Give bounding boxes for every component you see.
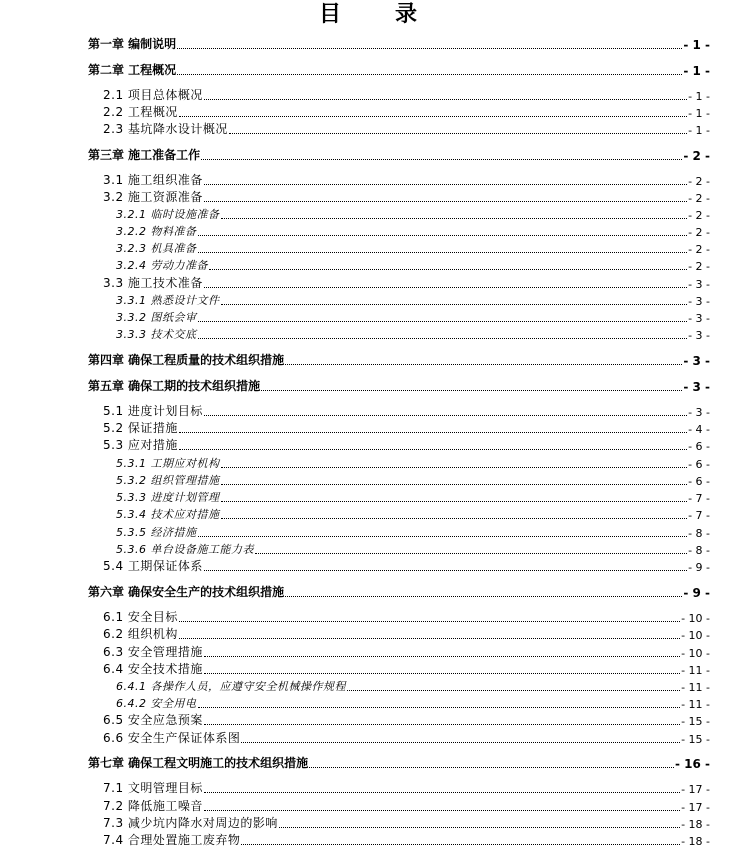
toc-entry-label: 第三章 施工准备工作 bbox=[88, 148, 201, 162]
dot-leader bbox=[177, 74, 682, 75]
toc-entry-page: - 3 - bbox=[683, 354, 710, 368]
dot-leader bbox=[204, 287, 687, 288]
toc-entry-page: - 11 - bbox=[681, 698, 710, 711]
toc-entry-page: - 2 - bbox=[688, 192, 710, 205]
dot-leader bbox=[179, 432, 687, 433]
dot-leader bbox=[209, 269, 687, 270]
toc-entry-page: - 2 - bbox=[683, 149, 710, 163]
toc-entry-label: 6.4.2 安全用电 bbox=[116, 697, 197, 710]
toc-entry-level-3[interactable] bbox=[116, 223, 710, 239]
toc-entry-level-1[interactable] bbox=[88, 584, 710, 600]
toc-entry-level-2[interactable] bbox=[103, 420, 710, 436]
toc-entry-page: - 2 - bbox=[688, 226, 710, 239]
dot-leader bbox=[204, 570, 687, 571]
dot-leader bbox=[198, 252, 688, 253]
toc-entry-level-2[interactable] bbox=[103, 558, 710, 574]
toc-entry-label: 3.1 施工组织准备 bbox=[103, 173, 203, 187]
toc-entry-level-2[interactable] bbox=[103, 104, 710, 120]
dot-leader bbox=[179, 621, 680, 622]
toc-entry-level-3[interactable] bbox=[116, 257, 710, 273]
toc-entry-page: - 1 - bbox=[688, 107, 710, 120]
toc-entry-label: 5.3.4 技术应对措施 bbox=[116, 508, 220, 521]
dot-leader bbox=[241, 742, 680, 743]
toc-entry-label: 2.2 工程概况 bbox=[103, 105, 178, 119]
toc-entry-page: - 3 - bbox=[688, 329, 710, 342]
toc-entry-level-2[interactable] bbox=[103, 626, 710, 642]
dot-leader bbox=[198, 235, 688, 236]
toc-entry-label: 7.2 降低施工噪音 bbox=[103, 799, 203, 813]
toc-entry-level-2[interactable] bbox=[103, 609, 710, 625]
toc-entry-page: - 1 - bbox=[683, 64, 710, 78]
toc-entry-level-3[interactable] bbox=[116, 524, 710, 540]
toc-entry-page: - 11 - bbox=[681, 681, 710, 694]
toc-entry-level-3[interactable] bbox=[116, 489, 710, 505]
toc-entry-level-1[interactable] bbox=[88, 62, 710, 78]
toc-entry-level-2[interactable] bbox=[103, 275, 710, 291]
toc-entry-level-1[interactable] bbox=[88, 755, 710, 771]
toc-entry-level-3[interactable] bbox=[116, 455, 710, 471]
dot-leader bbox=[221, 518, 688, 519]
toc-entry-level-2[interactable] bbox=[103, 832, 710, 848]
toc-entry-label: 3.3.1 熟悉设计文件 bbox=[116, 294, 220, 307]
toc-entry-level-1[interactable] bbox=[88, 352, 710, 368]
toc-entry-level-2[interactable] bbox=[103, 798, 710, 814]
dot-leader bbox=[204, 792, 680, 793]
dot-leader bbox=[204, 184, 687, 185]
toc-entry-level-2[interactable] bbox=[103, 403, 710, 419]
toc-entry-label: 5.3.6 单台设备施工能力表 bbox=[116, 543, 254, 556]
toc-entry-level-1[interactable] bbox=[88, 36, 710, 52]
toc-title: 目 录 bbox=[318, 1, 433, 27]
toc-entry-label: 3.2.1 临时设施准备 bbox=[116, 208, 220, 221]
toc-entry-page: - 9 - bbox=[683, 586, 710, 600]
toc-entry-level-3[interactable] bbox=[116, 472, 710, 488]
toc-entry-label: 3.2.3 机具准备 bbox=[116, 242, 197, 255]
toc-entry-label: 7.3 减少坑内降水对周边的影响 bbox=[103, 816, 278, 830]
toc-entry-page: - 10 - bbox=[681, 647, 710, 660]
toc-entry-page: - 6 - bbox=[688, 458, 710, 471]
toc-entry-label: 第一章 编制说明 bbox=[88, 37, 177, 51]
toc-entry-page: - 15 - bbox=[681, 715, 710, 728]
toc-entry-page: - 17 - bbox=[681, 801, 710, 814]
toc-entry-level-2[interactable] bbox=[103, 437, 710, 453]
toc-entry-label: 6.4.1 各操作人员，应遵守安全机械操作规程 bbox=[116, 680, 346, 693]
dot-leader bbox=[204, 656, 680, 657]
toc-entry-label: 5.3.3 进度计划管理 bbox=[116, 491, 220, 504]
toc-entry-level-3[interactable] bbox=[116, 240, 710, 256]
dot-leader bbox=[179, 638, 680, 639]
toc-entry-page: - 2 - bbox=[688, 175, 710, 188]
toc-entry-level-3[interactable] bbox=[116, 206, 710, 222]
dot-leader bbox=[261, 390, 682, 391]
toc-entry-page: - 18 - bbox=[681, 835, 710, 848]
toc-entry-label: 第二章 工程概况 bbox=[88, 63, 177, 77]
toc-entry-page: - 6 - bbox=[688, 475, 710, 488]
toc-entry-page: - 16 - bbox=[674, 757, 710, 771]
dot-leader bbox=[255, 553, 687, 554]
toc-entry-page: - 10 - bbox=[681, 629, 710, 642]
toc-entry-page: - 2 - bbox=[688, 260, 710, 273]
toc-entry-label: 3.2 施工资源准备 bbox=[103, 190, 203, 204]
toc-entry-page: - 3 - bbox=[688, 406, 710, 419]
dot-leader bbox=[285, 364, 682, 365]
toc-entry-label: 7.4 合理处置施工废弃物 bbox=[103, 833, 241, 847]
toc-entry-level-1[interactable] bbox=[88, 147, 710, 163]
toc-entry-level-2[interactable] bbox=[103, 730, 710, 746]
dot-leader bbox=[204, 724, 680, 725]
dot-leader bbox=[201, 159, 682, 160]
toc-entry-page: - 7 - bbox=[688, 509, 710, 522]
dot-leader bbox=[198, 338, 688, 339]
toc-entry-page: - 15 - bbox=[681, 733, 710, 746]
dot-leader bbox=[285, 596, 682, 597]
toc-entry-page: - 18 - bbox=[681, 818, 710, 831]
toc-entry-page: - 8 - bbox=[688, 544, 710, 557]
toc-entry-label: 5.3.5 经济措施 bbox=[116, 526, 197, 539]
toc-entry-label: 6.2 组织机构 bbox=[103, 627, 178, 641]
toc-entry-label: 5.3.2 组织管理措施 bbox=[116, 474, 220, 487]
dot-leader bbox=[229, 133, 687, 134]
toc-entry-label: 2.3 基坑降水设计概况 bbox=[103, 122, 228, 136]
toc-entry-label: 5.3 应对措施 bbox=[103, 438, 178, 452]
dot-leader bbox=[198, 536, 688, 537]
dot-leader bbox=[347, 690, 680, 691]
toc-entry-level-1[interactable] bbox=[88, 378, 710, 394]
toc-entry-label: 3.3.2 图纸会审 bbox=[116, 311, 197, 324]
toc-entry-page: - 2 - bbox=[688, 209, 710, 222]
toc-entry-level-2[interactable] bbox=[103, 87, 710, 103]
toc-entry-label: 3.3.3 技术交底 bbox=[116, 328, 197, 341]
toc-entry-label: 5.2 保证措施 bbox=[103, 421, 178, 435]
toc-entry-page: - 10 - bbox=[681, 612, 710, 625]
toc-entry-level-3[interactable] bbox=[116, 326, 710, 342]
toc-entry-page: - 1 - bbox=[688, 124, 710, 137]
toc-entry-level-2[interactable] bbox=[103, 189, 710, 205]
toc-entry-level-2[interactable] bbox=[103, 172, 710, 188]
toc-entry-label: 第四章 确保工程质量的技术组织措施 bbox=[88, 353, 285, 367]
toc-entry-label: 第七章 确保工程文明施工的技术组织措施 bbox=[88, 756, 309, 770]
toc-entry-label: 5.1 进度计划目标 bbox=[103, 404, 203, 418]
toc-entry-level-2[interactable] bbox=[103, 815, 710, 831]
toc-entry-page: - 3 - bbox=[683, 380, 710, 394]
dot-leader bbox=[179, 449, 687, 450]
toc-entry-page: - 11 - bbox=[681, 664, 710, 677]
dot-leader bbox=[177, 48, 682, 49]
toc-entry-label: 5.3.1 工期应对机构 bbox=[116, 457, 220, 470]
toc-entry-page: - 1 - bbox=[688, 90, 710, 103]
toc-entry-label: 2.1 项目总体概况 bbox=[103, 88, 203, 102]
toc-entry-level-2[interactable] bbox=[103, 121, 710, 137]
toc-entry-page: - 3 - bbox=[688, 312, 710, 325]
toc-entry-label: 5.4 工期保证体系 bbox=[103, 559, 203, 573]
toc-entry-page: - 8 - bbox=[688, 527, 710, 540]
toc-entry-page: - 3 - bbox=[688, 278, 710, 291]
toc-entry-label: 7.1 文明管理目标 bbox=[103, 781, 203, 795]
dot-leader bbox=[221, 484, 688, 485]
toc-entry-label: 第五章 确保工期的技术组织措施 bbox=[88, 379, 261, 393]
toc-entry-label: 6.6 安全生产保证体系图 bbox=[103, 731, 241, 745]
dot-leader bbox=[204, 673, 680, 674]
dot-leader bbox=[221, 304, 688, 305]
toc-entry-page: - 2 - bbox=[688, 243, 710, 256]
toc-entry-page: - 1 - bbox=[683, 38, 710, 52]
dot-leader bbox=[204, 415, 687, 416]
toc-entry-page: - 17 - bbox=[681, 783, 710, 796]
dot-leader bbox=[204, 810, 680, 811]
toc-entry-level-2[interactable] bbox=[103, 661, 710, 677]
toc-entry-level-3[interactable] bbox=[116, 506, 710, 522]
toc-entry-label: 6.4 安全技术措施 bbox=[103, 662, 203, 676]
dot-leader bbox=[204, 201, 687, 202]
toc-entry-level-3[interactable] bbox=[116, 309, 710, 325]
toc-entry-page: - 3 - bbox=[688, 295, 710, 308]
dot-leader bbox=[179, 116, 687, 117]
toc-entry-page: - 6 - bbox=[688, 440, 710, 453]
dot-leader bbox=[198, 707, 681, 708]
toc-entry-level-3[interactable] bbox=[116, 292, 710, 308]
dot-leader bbox=[204, 99, 687, 100]
dot-leader bbox=[198, 321, 688, 322]
toc-entry-level-2[interactable] bbox=[103, 712, 710, 728]
toc-entry-page: - 4 - bbox=[688, 423, 710, 436]
toc-entry-label: 6.5 安全应急预案 bbox=[103, 713, 203, 727]
toc-entry-level-2[interactable] bbox=[103, 780, 710, 796]
dot-leader bbox=[309, 767, 674, 768]
toc-entry-page: - 9 - bbox=[688, 561, 710, 574]
dot-leader bbox=[221, 501, 688, 502]
toc-entry-level-3[interactable] bbox=[116, 541, 710, 557]
dot-leader bbox=[221, 218, 688, 219]
toc-entry-level-3[interactable] bbox=[116, 695, 710, 711]
toc-entry-label: 3.2.2 物料准备 bbox=[116, 225, 197, 238]
dot-leader bbox=[279, 827, 680, 828]
toc-entry-level-2[interactable] bbox=[103, 644, 710, 660]
toc-entry-label: 第六章 确保安全生产的技术组织措施 bbox=[88, 585, 285, 599]
toc-entry-label: 3.2.4 劳动力准备 bbox=[116, 259, 208, 272]
toc-entry-level-3[interactable] bbox=[116, 678, 710, 694]
toc-entry-label: 6.1 安全目标 bbox=[103, 610, 178, 624]
dot-leader bbox=[221, 467, 688, 468]
toc-entry-page: - 7 - bbox=[688, 492, 710, 505]
toc-entry-label: 6.3 安全管理措施 bbox=[103, 645, 203, 659]
toc-entry-label: 3.3 施工技术准备 bbox=[103, 276, 203, 290]
